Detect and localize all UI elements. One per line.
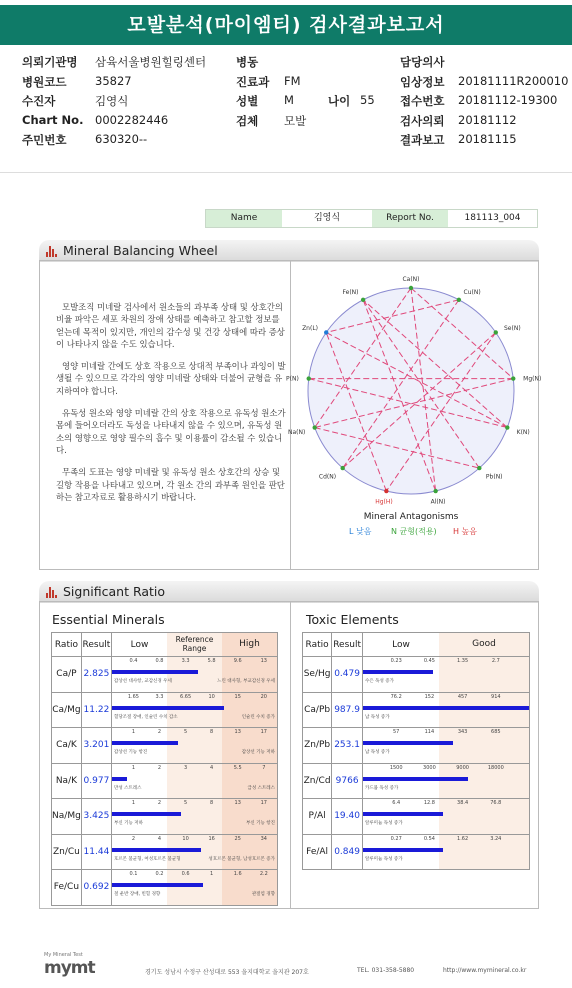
- tick-label: 8: [210, 729, 214, 735]
- report-title: 모발분석(마이엠티) 검사결과보고서: [0, 5, 572, 45]
- tick-label: 114: [424, 729, 435, 735]
- tick-labels: [112, 800, 277, 808]
- name-label: Name: [206, 210, 282, 227]
- result-header: Result: [332, 633, 363, 657]
- request-value: 20181112: [458, 112, 517, 127]
- report-no-label: Report No.: [372, 210, 448, 227]
- institution-label: 의뢰기관명: [22, 55, 78, 69]
- chart-icon: [46, 587, 58, 598]
- range-bar-cell: [111, 657, 277, 693]
- mineral-node-label: Mg(N): [523, 375, 542, 383]
- logo-text: mymt: [44, 958, 95, 978]
- result-bar: [112, 812, 181, 816]
- result-cell: 11.22: [81, 692, 111, 728]
- tick-labels: [363, 658, 529, 666]
- hospital-code-label: 병원코드: [22, 74, 67, 89]
- mineral-node-label: Pb(N): [485, 473, 503, 481]
- high-note: 급성 스트레스: [247, 785, 275, 791]
- reference-header-line2: Range: [182, 644, 207, 653]
- tick-label: 20: [260, 693, 267, 700]
- tick-labels: [363, 765, 529, 773]
- mineral-node: [340, 466, 344, 470]
- ratio-cell: Ca/Pb: [303, 692, 332, 728]
- result-cell: 987.9: [332, 692, 363, 728]
- tick-label: 25: [234, 835, 241, 842]
- footer-tel: TEL. 031-358-5880: [357, 967, 415, 974]
- tick-label: 0.8: [155, 658, 164, 664]
- legend-high: H 높음: [453, 527, 478, 536]
- mineral-node-label: Fe(N): [342, 288, 359, 296]
- tick-label: 0.27: [390, 835, 402, 842]
- request-label: 검사의뢰: [400, 113, 445, 128]
- tick-label: 13: [260, 658, 267, 664]
- table-row: [52, 799, 278, 835]
- tick-labels: [112, 694, 277, 702]
- ward-label: 병동: [236, 55, 259, 69]
- tick-label: 17: [260, 800, 267, 806]
- age-value: 55: [360, 93, 375, 107]
- tick-label: 38.4: [457, 800, 469, 806]
- ratio-cell: Fe/Al: [303, 834, 332, 870]
- ratio-cell: Ca/K: [52, 728, 82, 764]
- range-bar-cell: [362, 763, 529, 799]
- table-row: [303, 728, 530, 764]
- ratio-cell: Fe/Cu: [52, 870, 82, 906]
- low-note: 갑상선 대사항, 교감신경 우세: [113, 679, 172, 684]
- tick-label: 5.5: [233, 764, 242, 771]
- range-bar-cell: [362, 728, 529, 764]
- low-header: Low: [130, 639, 149, 650]
- low-note: 알루미늄 독성 증가: [364, 821, 403, 826]
- tick-labels: [112, 658, 277, 666]
- department-value: FM: [284, 73, 301, 88]
- tick-label: 152: [424, 693, 435, 700]
- tick-label: 3.24: [490, 835, 502, 842]
- tick-label: 2: [157, 729, 162, 735]
- tick-label: 3: [183, 764, 188, 771]
- table-row: [52, 834, 278, 870]
- mineral-node-label: Cd(N): [318, 473, 337, 481]
- description-paragraph: 무족의 도표는 영양 미네랄 및 유독성 원소 상호간의 상승 및 길항 작용을 나타내고 있으며, 각 원소 간의 과부족 원인을 판단하는 참고자료로 활용하시기 바랍니다.: [56, 467, 285, 502]
- tick-label: 1.62: [457, 835, 469, 842]
- tick-label: 1: [210, 871, 214, 877]
- low-header: Low: [392, 639, 410, 650]
- tick-label: 6.4: [392, 800, 401, 806]
- result-cell: 2.825: [81, 657, 111, 693]
- tick-label: 76.8: [490, 800, 502, 806]
- result-bar: [363, 812, 443, 816]
- tick-label: 0.6: [181, 871, 190, 877]
- tick-label: 18000: [487, 764, 504, 771]
- ratio-cell: Zn/Pb: [303, 728, 332, 764]
- mineral-node: [409, 286, 413, 290]
- chart-icon: [46, 246, 58, 257]
- toxic-elements-table: [302, 632, 530, 870]
- mineral-wheel-diagram: [286, 261, 542, 569]
- patient-value: 김영식: [95, 94, 129, 108]
- ratio-cell: Se/Hg: [303, 657, 332, 693]
- result-bar: [112, 848, 201, 852]
- high-note: 인슐린 수치 증가: [241, 714, 275, 720]
- ratio-divider: [290, 602, 291, 908]
- low-note: 수은 독성 증가: [364, 679, 394, 684]
- tick-label: 8: [210, 800, 214, 806]
- ratio-cell: Na/Mg: [52, 799, 82, 835]
- mineral-node-label: Se(N): [503, 324, 521, 332]
- high-note: 갑상선 기능 저하: [241, 750, 275, 755]
- tick-label: 3.3: [181, 658, 190, 664]
- table-row: [303, 834, 530, 870]
- wheel-section-body: [39, 260, 542, 570]
- mineral-node-label: Al(N): [430, 498, 446, 506]
- footer: [0, 952, 572, 988]
- low-note: 만성 스트레스: [113, 785, 142, 791]
- tick-label: 1: [131, 764, 136, 771]
- sex-label: 성별: [236, 94, 259, 108]
- receipt-label: 접수번호: [400, 94, 445, 108]
- tick-label: 4: [157, 835, 162, 842]
- description-paragraph: 유독성 원소와 영양 미네랄 간의 상호 작용으로 유독성 원소가 몸에 들어오더라도 독성을 나타내지 않을 수 있으며, 유독성 원소의 영향으로 영양 필수의 흡수 및 이용률이 감소될 수 있습니다.: [56, 408, 286, 455]
- ratio-cell: Ca/P: [52, 657, 82, 693]
- footer-address: 경기도 성남시 수정구 산성대로 553 을지대학교 을지관 207호: [145, 969, 309, 976]
- result-bar: [112, 741, 178, 745]
- tick-labels: [112, 871, 277, 879]
- low-note: 알루미늄 독성 증가: [364, 856, 403, 862]
- tick-label: 16: [208, 835, 215, 842]
- tick-label: 13: [234, 800, 241, 806]
- ratio-cell: Zn/Cu: [52, 834, 82, 870]
- ratio-cell: Ca/Mg: [52, 692, 82, 728]
- low-note: 카드뮴 독성 증가: [364, 785, 399, 791]
- mineral-node-label: P(N): [286, 375, 299, 383]
- wheel-section-title: Mineral Balancing Wheel: [63, 243, 218, 258]
- mineral-node: [477, 466, 481, 470]
- high-note: 관절염 경향: [251, 892, 275, 897]
- tick-label: 1.35: [457, 658, 469, 664]
- tick-label: 2.7: [491, 658, 500, 664]
- range-bar-cell: [111, 728, 277, 764]
- tick-label: 15: [234, 693, 241, 700]
- mineral-node: [457, 298, 461, 302]
- table-row: [52, 728, 278, 764]
- tick-label: 9.6: [233, 658, 242, 664]
- tick-label: 1500: [389, 764, 403, 771]
- result-cell: 0.479: [332, 657, 363, 693]
- result-cell: 3.425: [81, 799, 111, 835]
- tick-label: 0.1: [129, 871, 138, 877]
- mineral-node-label: Cu(N): [463, 288, 481, 296]
- range-bar-cell: [111, 799, 277, 835]
- ratio-section-body: [39, 601, 539, 909]
- wheel-circle: [308, 288, 514, 494]
- tick-label: 2: [157, 764, 162, 771]
- reference-header: [167, 633, 222, 656]
- range-header: [362, 633, 529, 657]
- doctor-label: 담당의사: [400, 55, 445, 69]
- mineral-node: [307, 376, 311, 380]
- result-header: Result: [81, 633, 111, 657]
- result-bar: [363, 670, 433, 674]
- tick-label: 2: [157, 800, 162, 806]
- description-paragraph: 모발조직 미네랄 검사에서 원소들의 과부족 상태 및 상호간의 비율 파악은 세포 차원의 장애 상태를 예측하고 참고할 정보를 얻는데 목적이 있지만, 개인의 감수성 및 건강 상태에 따라 증상이 나타나지 않을 수도 있습니다.: [56, 302, 285, 349]
- report-date-label: 결과보고: [400, 133, 445, 147]
- tick-label: 7: [262, 764, 266, 771]
- tick-label: 17: [260, 729, 267, 735]
- tick-label: 57: [393, 729, 400, 735]
- department-label: 진료과: [236, 74, 270, 89]
- range-bar-cell: [111, 870, 277, 906]
- tick-label: 5.8: [207, 658, 216, 664]
- mineral-node-label: Zn(L): [302, 324, 319, 332]
- mineral-node-label: Na(N): [287, 429, 306, 437]
- tick-label: 0.23: [390, 658, 402, 664]
- range-bar-cell: [111, 763, 277, 799]
- tick-label: 343: [457, 729, 468, 735]
- report-no-value: 181113_004: [464, 213, 521, 223]
- tick-label: 457: [457, 693, 468, 700]
- tick-label: 76.2: [390, 693, 402, 700]
- report-date-value: 20181115: [458, 132, 517, 146]
- clinical-label: 임상정보: [400, 74, 445, 89]
- table-row: [303, 799, 530, 835]
- low-note: 갑상선 기능 항진: [113, 750, 148, 755]
- table-row: [303, 763, 530, 799]
- tick-label: 1: [131, 729, 136, 735]
- tick-label: 3.3: [155, 693, 164, 700]
- table-row: [52, 870, 278, 906]
- clinical-value: 20181111R200010: [458, 73, 569, 88]
- chart-value: 0002282446: [95, 112, 169, 127]
- essential-minerals-table: [51, 632, 278, 906]
- tick-labels: [363, 694, 529, 702]
- result-bar: [112, 670, 198, 674]
- wheel-description: [56, 301, 288, 513]
- mineral-node: [494, 330, 498, 334]
- tick-labels: [363, 800, 529, 808]
- id-label: 주민번호: [22, 133, 67, 147]
- result-bar: [363, 777, 468, 781]
- tick-labels: [112, 729, 277, 737]
- result-cell: 11.44: [81, 834, 111, 870]
- tick-label: 0.45: [423, 658, 435, 664]
- name-value: 김영식: [313, 213, 341, 223]
- ratio-section-header: [39, 581, 539, 603]
- low-note: 호르몬 불균형, 여성호르몬 불균형: [113, 856, 181, 862]
- tick-label: 10: [182, 835, 189, 842]
- table-row: [303, 657, 530, 693]
- name-strip: [205, 209, 538, 228]
- tick-label: 1: [131, 800, 136, 806]
- range-bar-cell: [362, 799, 529, 835]
- low-note: 혈당조절 장애, 인슐린 수치 감소: [113, 714, 178, 720]
- high-header: High: [222, 633, 277, 656]
- mineral-node: [384, 489, 388, 493]
- tick-label: 1.6: [233, 871, 242, 877]
- result-bar: [363, 741, 453, 745]
- tick-label: 12.8: [423, 800, 435, 806]
- table-row: [52, 763, 278, 799]
- table-row: [52, 657, 278, 693]
- table-header: [52, 633, 278, 657]
- patient-label: 수진자: [22, 94, 56, 108]
- mineral-node: [324, 330, 328, 334]
- tick-labels: [363, 729, 529, 737]
- tick-label: 1.65: [127, 693, 139, 700]
- table-row: [52, 692, 278, 728]
- age-label: 나이: [328, 94, 351, 108]
- tick-label: 3000: [423, 764, 436, 771]
- hospital-code-value: 35827: [95, 73, 132, 88]
- footer-url[interactable]: http://www.mymineral.co.kr: [443, 967, 527, 974]
- result-cell: 0.977: [81, 763, 111, 799]
- mineral-node-label: Ca(N): [402, 276, 420, 283]
- header-divider: [0, 172, 572, 173]
- high-note: 느린 대사형, 부교감신경 우세: [217, 679, 275, 684]
- range-header: [111, 633, 277, 657]
- result-cell: 19.40: [332, 799, 363, 835]
- range-bar-cell: [111, 834, 277, 870]
- tick-label: 914: [491, 693, 501, 700]
- legend-low: L 낮음: [349, 527, 372, 536]
- mineral-node: [511, 376, 515, 380]
- tick-label: 6.65: [180, 693, 192, 700]
- tick-label: 0.54: [423, 835, 435, 842]
- result-bar: [112, 706, 224, 710]
- range-bar-cell: [362, 834, 529, 870]
- result-bar: [363, 848, 443, 852]
- result-bar: [363, 706, 529, 710]
- mymt-logo: [44, 952, 95, 978]
- tick-label: 0.4: [129, 658, 138, 664]
- ratio-cell: Zn/Cd: [303, 763, 332, 799]
- mineral-node: [361, 298, 365, 302]
- reference-header-line1: Reference: [175, 635, 214, 644]
- result-cell: 253.1: [332, 728, 363, 764]
- wheel-section-header: [39, 240, 539, 262]
- mineral-node-label: K(N): [516, 429, 530, 437]
- essential-title: Essential Minerals: [52, 612, 165, 627]
- specimen-value: 모발: [284, 113, 307, 128]
- tick-labels: [112, 765, 277, 773]
- result-cell: 3.201: [81, 728, 111, 764]
- table-header: [303, 633, 530, 657]
- low-note: 철 운반 장애, 빈혈 경향: [113, 892, 161, 897]
- ratio-cell: P/Al: [303, 799, 332, 835]
- ratio-header: Ratio: [52, 633, 82, 657]
- mineral-node: [505, 425, 509, 429]
- specimen-label: 검체: [236, 113, 259, 128]
- mineral-node: [433, 489, 437, 493]
- mineral-node: [312, 425, 316, 429]
- tick-label: 9000: [456, 764, 469, 771]
- range-bar-cell: [362, 657, 529, 693]
- mineral-node-label: Hg(H): [375, 498, 393, 506]
- institution-value: 삼육서울병원힐링센터: [95, 55, 207, 69]
- tick-label: 5: [183, 729, 188, 735]
- result-bar: [112, 883, 203, 887]
- ratio-cell: Na/K: [52, 763, 82, 799]
- toxic-title: Toxic Elements: [306, 612, 399, 627]
- result-bar: [112, 777, 127, 781]
- high-note: 성호르몬 불균형, 남성호르몬 증가: [208, 856, 275, 862]
- result-cell: 0.692: [81, 870, 111, 906]
- receipt-value: 20181112-19300: [458, 93, 558, 107]
- range-bar-cell: [362, 692, 529, 728]
- antagonism-title: Mineral Antagonisms: [363, 512, 459, 522]
- description-paragraph: 영양 미네랄 간에도 상호 작용으로 상대적 부족이나 과잉이 발생될 수 있으므로 각각의 영양 미네랄 상태와 더불어 균형을 유지하여야 합니다.: [56, 361, 286, 396]
- range-bar-cell: [111, 692, 277, 728]
- low-note: 납 독성 증가: [364, 714, 390, 720]
- legend-normal: N 균형(적용): [391, 527, 437, 536]
- ratio-header: Ratio: [303, 633, 332, 657]
- tick-labels: [363, 836, 529, 844]
- tick-label: 2.2: [259, 871, 268, 877]
- tick-label: 685: [491, 729, 501, 735]
- result-cell: 0.849: [332, 834, 363, 870]
- tick-label: 10: [208, 693, 215, 700]
- result-cell: 9766: [332, 763, 363, 799]
- tick-label: 0.2: [155, 871, 164, 877]
- table-row: [303, 692, 530, 728]
- high-note: 부신 기능 항진: [246, 821, 275, 826]
- tick-label: 2: [131, 835, 136, 842]
- logo-tagline: My Mineral Test: [44, 952, 83, 958]
- chart-label: Chart No.: [22, 112, 84, 127]
- tick-label: 34: [260, 835, 267, 842]
- tick-label: 5: [183, 800, 188, 806]
- tick-label: 13: [234, 729, 241, 735]
- low-note: 납 독성 증가: [364, 750, 390, 755]
- patient-info: [22, 54, 569, 152]
- id-value: 630320--: [95, 132, 148, 146]
- tick-label: 4: [210, 764, 214, 771]
- sex-value: M: [284, 93, 294, 107]
- tick-labels: [112, 836, 277, 844]
- low-note: 부신 기능 저하: [113, 821, 143, 826]
- ratio-section-title: Significant Ratio: [63, 584, 166, 599]
- good-header: Good: [439, 633, 529, 656]
